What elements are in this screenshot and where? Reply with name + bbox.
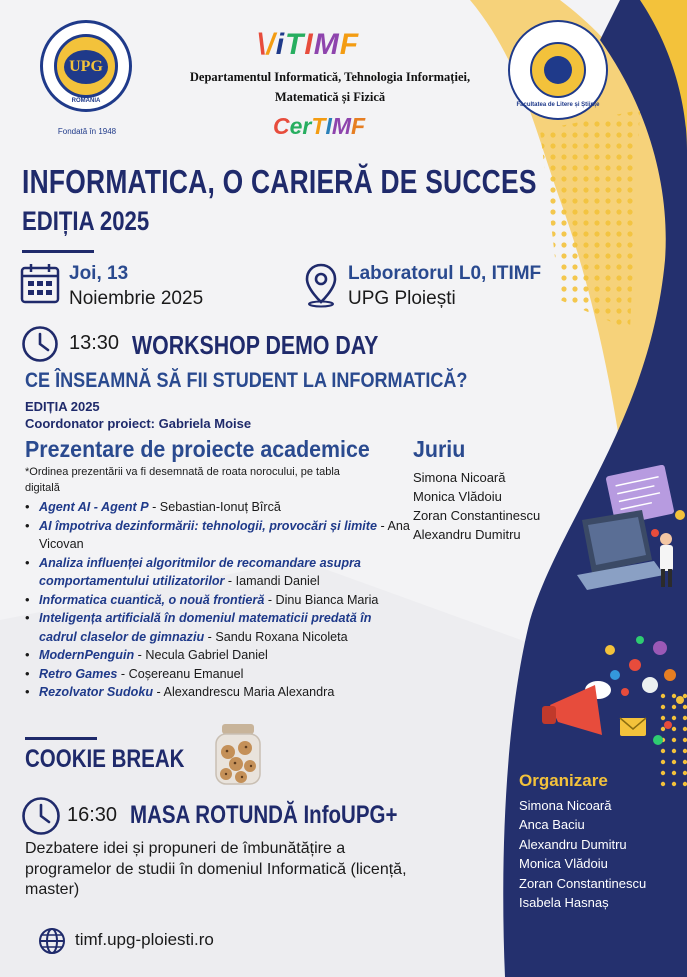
project-author: - Sebastian-Ionuț Bîrcă [148,500,281,514]
workshop-time: 13:30 [69,332,120,354]
location-name: Laboratorul L0, ITIMF [348,263,542,284]
project-title: Retro Games [39,666,118,681]
project-author: - Coșereanu Emanuel [117,666,244,681]
clock-icon [21,796,61,836]
projects-heading: Prezentare de proiecte academice [25,436,370,462]
section-divider [25,737,97,740]
projects-list [25,498,410,702]
website-link[interactable]: timf.upg-ploiesti.ro [75,930,214,949]
megaphone-illustration [540,630,687,765]
location-pin-icon [303,262,339,308]
projects-note: *Ordinea prezentării va fi desemnată de roata norocului, pe tabla digitală [25,466,340,494]
session-edition: EDIȚIA 2025 [25,399,100,414]
organizer-member: Zoran Constantinescu [519,875,647,891]
department-name: Departamentul Informatică, Tehnologia Informației, Matematică și Fizică [189,70,471,104]
organizer-member: Simona Nicoară [519,798,612,813]
project-title: ModernPenguin [39,648,135,662]
project-coordinator: Coordonator proiect: Gabriela Moise [25,416,252,431]
itimf-logo: \/iTIMF [257,28,360,61]
list-item [25,646,410,665]
project-title: Informatica cuantică, o nouă frontieră [39,592,265,607]
jury-heading: Juriu [413,436,466,462]
list-item [25,683,410,702]
calendar-icon [20,263,60,305]
list-item [25,554,410,591]
event-date-day: Joi, 13 [69,263,129,284]
project-title: Agent AI - Agent P [39,500,149,514]
title-underline [22,250,94,253]
location-city: UPG Ploiești [348,288,456,309]
project-author: - Iamandi Daniel [224,574,320,588]
list-item [25,498,410,517]
roundtable-description: Dezbatere idei și propuneri de îmbunătățire a programelor de studii în domeniul Informatică (licență, master) [25,840,407,898]
project-author: - Necula Gabriel Daniel [134,648,268,662]
project-title: Inteligența artificială în domeniul matematicii predată în cadrul claselor de gimnaziu [39,611,372,644]
jury-member: Alexandru Dumitru [413,527,521,542]
project-title: AI împotriva dezinformării: tehnologii, provocări și limite [39,518,377,533]
roundtable-title: MASA ROTUNDĂ InfoUPG+ [130,801,398,829]
workshop-title: WORKSHOP DEMO DAY [132,330,379,360]
list-item [25,591,410,610]
jury-list [413,468,540,544]
clock-icon [21,325,59,363]
list-item [25,665,410,684]
university-founded-caption: Fondată în 1948 [57,127,117,136]
main-title: INFORMATICA, O CARIERĂ DE SUCCES [22,163,537,200]
project-title: Analiza influenței algoritmilor de recomandare asupra comportamentului utilizatorilor [39,555,361,588]
roundtable-time: 16:30 [67,804,118,826]
certimf-logo: CerTIMF [273,113,366,139]
project-author: - Ana Vicovan [39,518,410,551]
organizer-member: Monica Vlădoiu [519,856,608,872]
project-author: - Sandu Roxana Nicoleta [204,629,348,644]
edition-title: EDIȚIA 2025 [22,206,150,236]
faculty-logo: Facultatea de Litere și Științe [508,20,608,120]
organizer-member: Alexandru Dumitru [519,836,627,852]
jury-member: Simona Nicoară [413,470,506,485]
laptop-illustration [572,465,687,600]
project-author: - Dinu Bianca Maria [264,592,379,607]
university-logo: UPG ROMÂNIA Fondată în 1948 [30,20,140,140]
list-item [25,517,410,554]
cookie-jar-icon [208,722,268,788]
organizer-member: Anca Baciu [519,817,585,833]
project-title: Rezolvator Sudoku [39,685,154,699]
session-title: CE ÎNSEAMNĂ SĂ FII STUDENT LA INFORMATICĂ? [25,369,468,392]
organizers-heading: Organizare [519,771,608,790]
jury-member: Monica Vlădoiu [413,489,502,504]
organizer-member: Isabela Hasnaș [519,895,609,911]
list-item [25,609,410,646]
university-logo-country: ROMÂNIA [71,98,101,104]
cookie-break-title: COOKIE BREAK [25,745,185,773]
jury-member: Zoran Constantinescu [413,508,541,523]
event-date-month: Noiembrie 2025 [69,288,204,309]
organizers-list [519,796,646,912]
project-author: - Alexandrescu Maria Alexandra [153,685,335,699]
globe-icon [38,927,66,955]
